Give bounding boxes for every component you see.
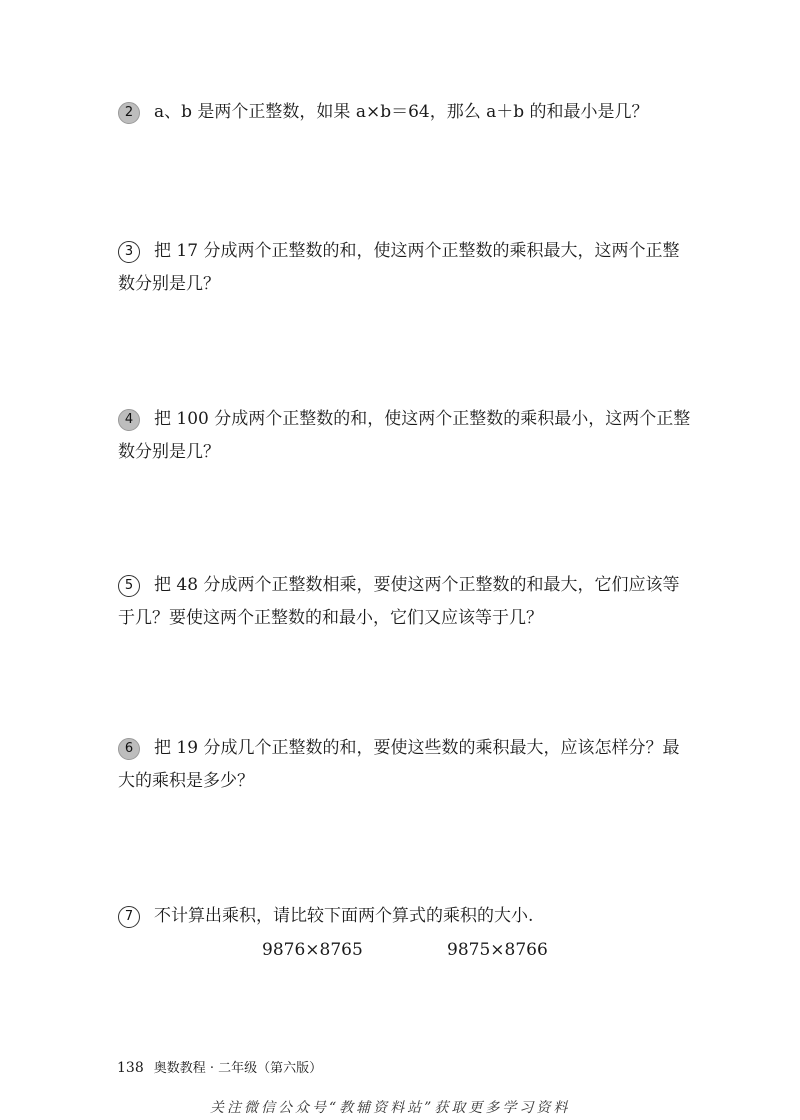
problem-2 [118, 96, 693, 129]
problem-text: 不计算出乘积，请比较下面两个算式的乘积的大小. [154, 906, 534, 926]
expression-right: 9875×8766 [447, 940, 548, 960]
watermark-text: 关注微信公众号“教辅资料站”获取更多学习资料 [210, 1100, 571, 1116]
problem-3 [118, 235, 693, 301]
problem-text: 把 19 分成几个正整数的和，要使这些数的乘积最大，应该怎样分？最大的乘积是多少？ [118, 738, 680, 791]
problem-6 [118, 732, 693, 798]
problem-4 [118, 403, 693, 469]
problem-number-badge: 2 [118, 102, 140, 124]
problem-7 [118, 900, 693, 933]
problem-number-badge: 4 [118, 409, 140, 431]
problem-number-badge: 7 [118, 906, 140, 928]
expression-left: 9876×8765 [262, 940, 363, 960]
problem-text: 把 17 分成两个正整数的和，使这两个正整数的乘积最大，这两个正整数分别是几？ [118, 241, 680, 294]
page-number: 138 [117, 1060, 144, 1076]
problem-text: 把 100 分成两个正整数的和，使这两个正整数的乘积最小，这两个正整数分别是几？ [118, 409, 691, 462]
problem-number-badge: 3 [118, 241, 140, 263]
problem-number-badge: 6 [118, 738, 140, 760]
page-footer [117, 1057, 322, 1076]
problem-5 [118, 569, 693, 635]
problem-text: 把 48 分成两个正整数相乘，要使这两个正整数的和最大，它们应该等于几？要使这两个正整数的和最小，它们又应该等于几？ [118, 575, 680, 628]
book-title: 奥数教程 · 二年级（第六版） [153, 1061, 323, 1076]
problem-number-badge: 5 [118, 575, 140, 597]
problem-text: a、b 是两个正整数，如果 a×b＝64，那么 a＋b 的和最小是几？ [154, 102, 649, 122]
